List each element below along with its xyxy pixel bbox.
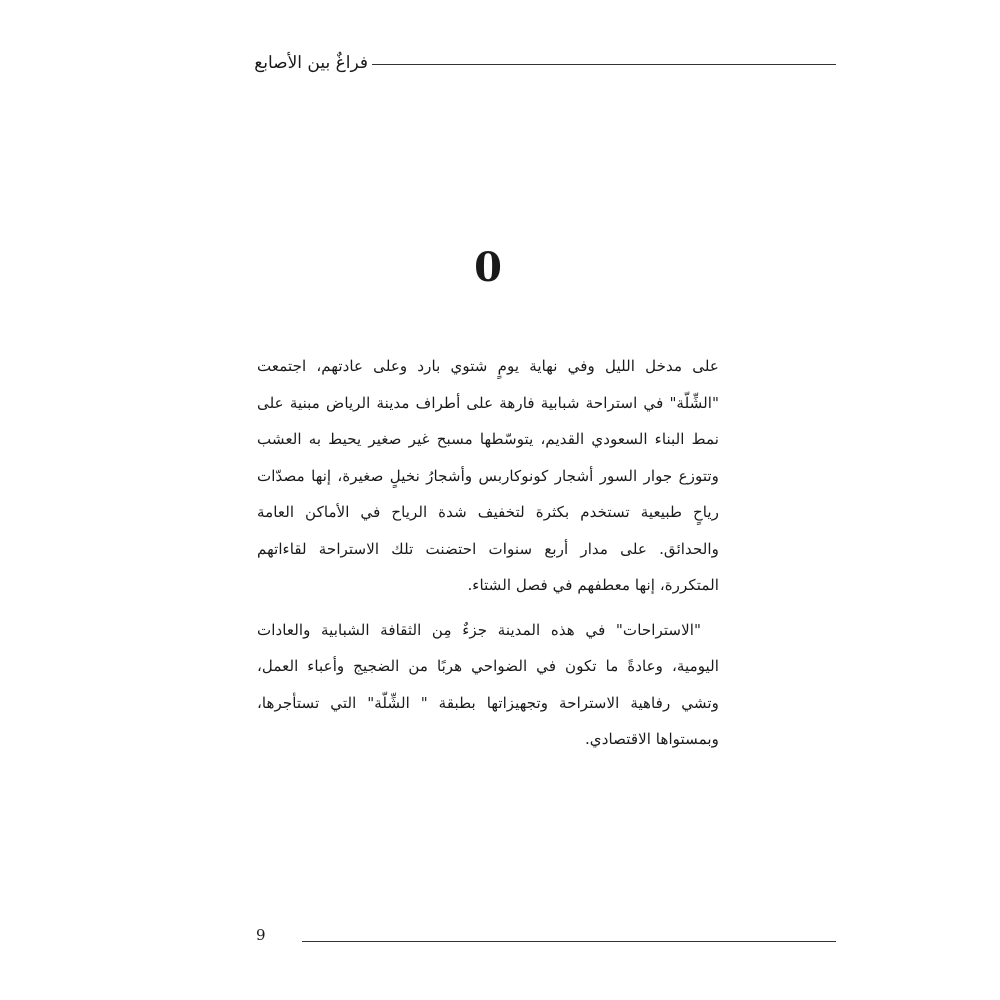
header-rule: [372, 64, 836, 65]
paragraph-1: على مدخل الليل وفي نهاية يومٍ شتوي بارد وعلى عادتهم، اجتمعت "الشِّلّة" في استراحة شبابية فارهة على أطراف مدينة الرياض مبنية على نمط البناء السعودي القديم، يتوسّطها مسبح غير صغير يحيط به العشب وتتوزع جوار السور أشجار كونوكاربس وأشجارُ نخيلٍ صغيرة، إنها مصدّات رياحٍ طبيعية تستخدم بكثرة لتخفيف شدة الرياح في الأماكن العامة والحدائق. على مدار أربع سنوات احتضنت تلك الاستراحة لقاءاتهم المتكررة، إنها معطفهم في فصل الشتاء.: [257, 357, 719, 594]
running-title: فراغٌ بين الأصابع: [254, 53, 368, 73]
footer-rule: [302, 941, 836, 942]
chapter-number: 0: [474, 244, 502, 291]
body-text: [257, 348, 719, 758]
page-number: 9: [256, 926, 266, 944]
paragraph-2: "الاستراحات" في هذه المدينة جزءٌ مِن الثقافة الشبابية والعادات اليومية، وعادةً ما تكون في الضواحي هربًا من الضجيج وأعباء العمل، وتشي رفاهية الاستراحة وتجهيزاتها بطبقة " الشِّلّة" التي تستأجرها، وبمستواها الاقتصادي.: [257, 620, 719, 748]
